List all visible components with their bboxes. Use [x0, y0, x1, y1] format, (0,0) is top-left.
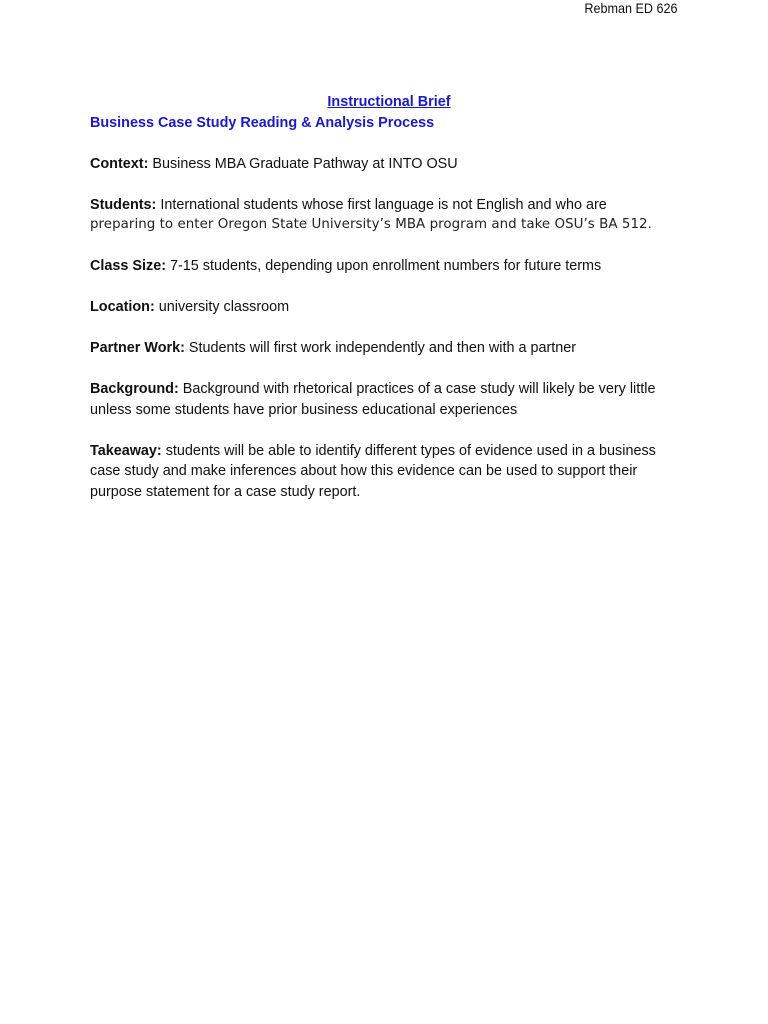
field-label: Partner Work:: [90, 340, 185, 356]
field-value-continued: preparing to enter Oregon State University’s MBA program and take OSU’s BA 512.: [90, 217, 652, 232]
field-takeaway: [90, 441, 680, 503]
document-title: Instructional Brief: [327, 94, 451, 110]
field-label: Background:: [90, 381, 179, 397]
field-value: 7-15 students, depending upon enrollment numbers for future terms: [170, 258, 602, 274]
field-label: Location:: [90, 299, 155, 315]
field-label: Takeaway:: [90, 442, 162, 459]
field-background: [90, 379, 680, 420]
field-label: Context:: [90, 155, 149, 172]
field-label: Class Size:: [90, 258, 166, 274]
field-value: International students whose first language is not English and who are: [160, 196, 607, 213]
field-value: university classroom: [158, 299, 290, 315]
field-students: [90, 195, 680, 236]
field-value: students will be able to identify different types of evidence used in a business case study and make inferences about how this evidence can be used to support their purpose statement for a case study report.: [90, 442, 656, 500]
field-value: Students will first work independently and then with a partner: [188, 340, 577, 356]
document-subtitle: Business Case Study Reading & Analysis Process: [90, 114, 435, 131]
field-class-size: [90, 256, 680, 277]
field-context: [90, 154, 680, 175]
page-header: Rebman ED 626: [584, 0, 678, 16]
field-value: Business MBA Graduate Pathway at INTO OSU: [152, 155, 458, 172]
field-value: Background with rhetorical practices of a case study will likely be very little unless some students have prior business educational experiences: [90, 381, 656, 418]
field-label: Students:: [90, 196, 157, 213]
field-partner-work: [90, 338, 680, 359]
document-body: [90, 92, 680, 502]
field-location: [90, 297, 680, 318]
